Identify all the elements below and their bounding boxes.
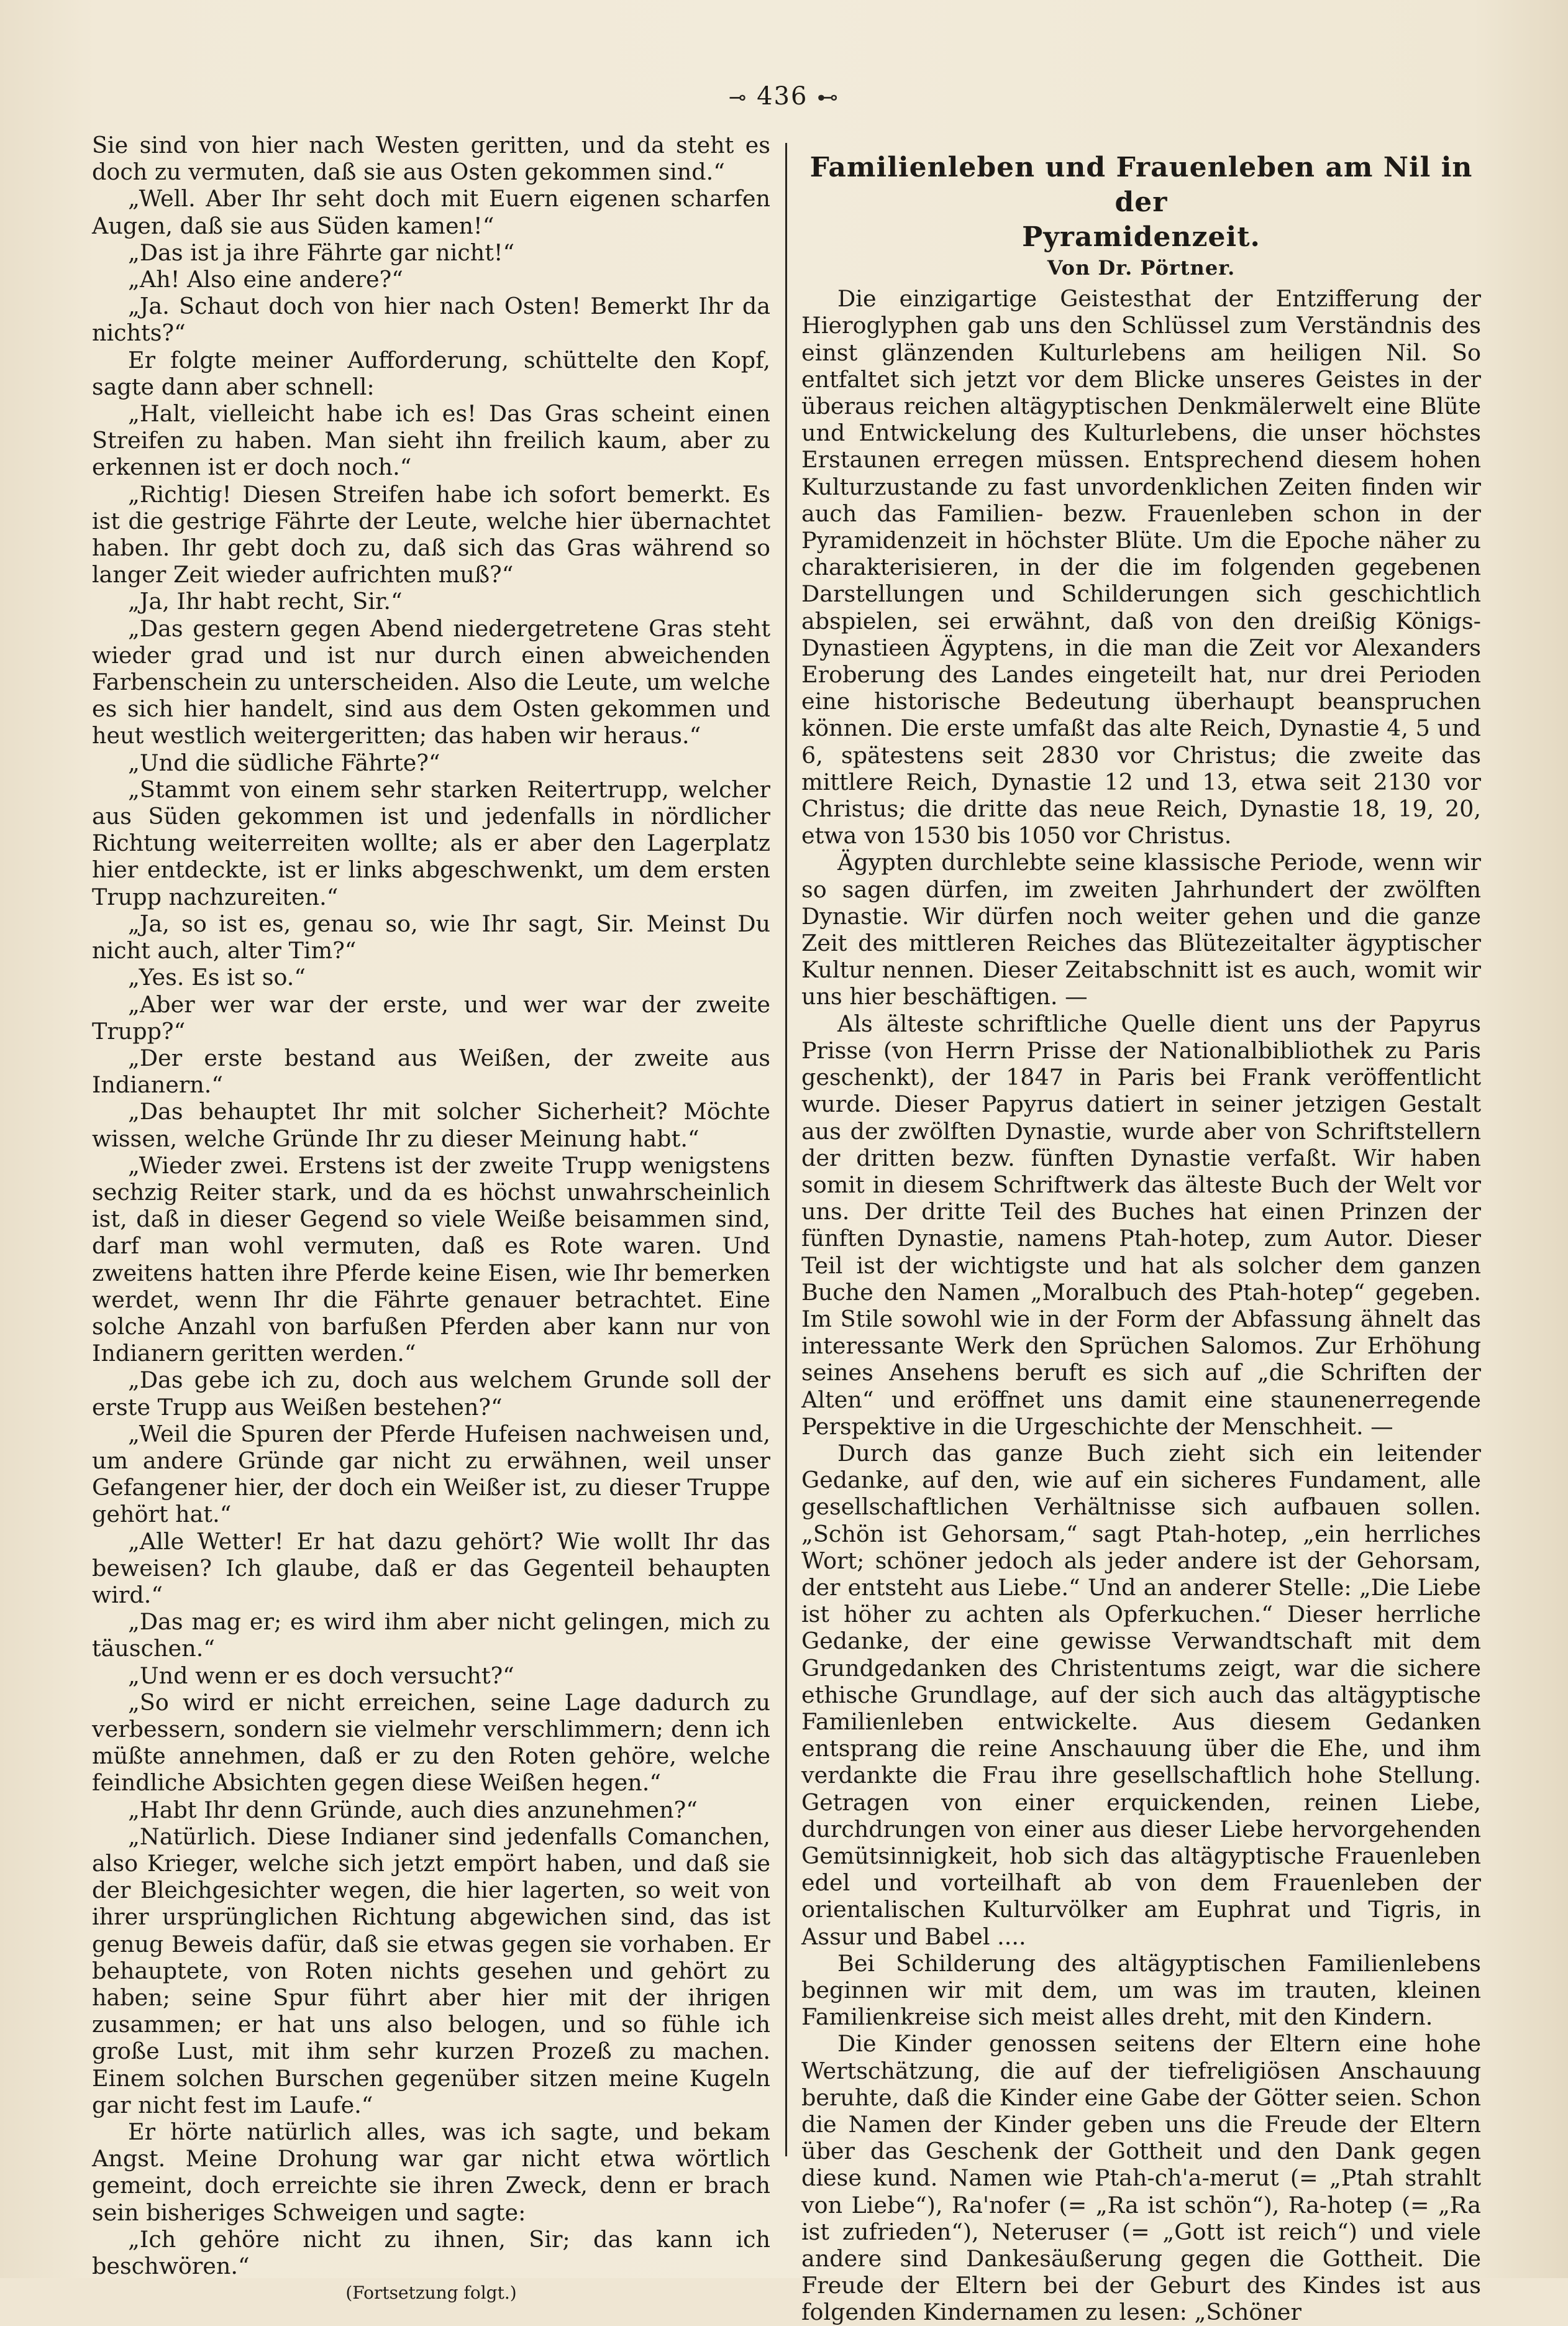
paragraph: „Das behauptet Ihr mit solcher Sicherheit? Möchte wissen, welche Gründe Ihr zu dieser Meinung habt.“ <box>92 1098 770 1152</box>
column-divider <box>785 143 787 2156</box>
paragraph: „Und die südliche Fährte?“ <box>128 749 440 776</box>
article-title <box>801 150 1481 255</box>
paragraph: „Ja, Ihr habt recht, Sir.“ <box>128 588 403 615</box>
article-byline: Von Dr. Pörtner. <box>1047 256 1236 280</box>
paragraph: „Ah! Also eine andere?“ <box>128 266 403 293</box>
page-number: 436 <box>757 82 808 111</box>
right-column <box>801 132 1481 2326</box>
paragraph: Er folgte meiner Aufforderung, schüttelte den Kopf, sagte dann aber schnell: <box>92 346 770 400</box>
ornament-left: ⊸ <box>728 85 748 110</box>
paragraph: Die Kinder genossen seitens der Eltern eine hohe Wertschätzung, die auf der tiefreligiösen Anschauung beruhte, daß die Kinder eine Gabe der Götter seien. Schon die Namen der Kinder geben uns die Freude der Eltern über das Geschenk der Gottheit und den Dank gegen diese kund. Namen wie Ptah-ch'a-merut (= „Ptah strahlt von Liebe“), Ra'nofer (= „Ra ist schön“), Ra-hotep (= „Ra ist zufrieden“), Neteruser (= „Gott ist reich“) und viele andere sind Dankesäußerung gegen die Gottheit. Die Freude der Eltern bei der Geburt des Kindes ist aus folgenden Kindernamen zu lesen: „Schöner <box>801 2030 1481 2326</box>
paragraph: Durch das ganze Buch zieht sich ein leitender Gedanke, auf den, wie auf ein sicheres Fundament, alle gesellschaftlichen Verhältnisse sich aufbauen sollen. „Schön ist Gehorsam,“ sagt Ptah-hotep, „ein herrliches Wort; schöner jedoch als jeder andere ist der Gehorsam, der entsteht aus Liebe.“ Und an anderer Stelle: „Die Liebe ist höher zu achten als Opferkuchen.“ Dieser herrliche Gedanke, der eine gewisse Verwandtschaft mit dem Grundgedanken des Christentums zeigt, war die sichere ethische Grundlage, auf der sich auch das altägyptische Familienleben entwickelte. Aus diesem Gedanken entsprang die reine Anschauung über die Ehe, und ihm verdankte die Frau ihre gesellschaftlich hohe Stellung. Getragen von einer erquickenden, reinen Liebe, durchdrungen von einer aus dieser Liebe hervorgehenden Gemütsinnigkeit, hob sich das altägyptische Frauenleben edel und vorteilhaft ab von dem Frauenleben der orientalischen Kulturvölker am Euphrat und Tigris, in Assur und Babel .... <box>801 1439 1481 1950</box>
paragraph: „Ich gehöre nicht zu ihnen, Sir; das kann ich beschwören.“ <box>92 2225 770 2280</box>
paragraph: „Halt, vielleicht habe ich es! Das Gras scheint einen Streifen zu haben. Man sieht ihn freilich kaum, aber zu erkennen ist er doch noch.“ <box>92 400 770 481</box>
paragraph: Die einzigartige Geistesthat der Entzifferung der Hieroglyphen gab uns den Schlüssel zum Verständnis des einst glänzenden Kulturlebens am heiligen Nil. So entfaltet sich jetzt vor dem Blicke unseres Geistes in der überaus reichen altägyptischen Denkmälerwelt eine Blüte und Entwickelung des Kulturlebens, die unser höchstes Erstaunen erregen müssen. Entsprechend diesem hohen Kulturzustande zu fast unvordenklichen Zeiten finden wir auch das Familien- bezw. Frauenleben schon in der Pyramidenzeit in höchster Blüte. Um die Epoche näher zu charakterisieren, in der die im folgenden gegebenen Darstellungen und Schilderungen sich geschichtlich abspielen, sei erwähnt, daß von den dreißig Königs-Dynastieen Ägyptens, in die man die Zeit vor Alexanders Eroberung des Landes eingeteilt hat, nur drei Perioden eine historische Bedeutung überhaupt beanspruchen können. Die erste umfaßt das alte Reich, Dynastie 4, 5 und 6, spätestens seit 2830 vor Christus; die zweite das mittlere Reich, Dynastie 12 und 13, etwa seit 2130 vor Christus; die dritte das neue Reich, Dynastie 18, 19, 20, etwa von 1530 bis 1050 vor Christus. <box>801 285 1481 849</box>
paragraph: „Das ist ja ihre Fährte gar nicht!“ <box>128 239 515 266</box>
paragraph: „Natürlich. Diese Indianer sind jedenfalls Comanchen, also Krieger, welche sich jetzt empört haben, und daß sie der Bleichgesichter wegen, die hier lagerten, so weit von ihrer ursprünglichen Richtung abgewichen sind, das ist genug Beweis dafür, daß sie etwas gegen sie vorhaben. Er behauptete, von Roten nichts gesehen und gehört zu haben; seine Spur führt aber hier mit der ihrigen zusammen; er hat uns also belogen, und so fühle ich große Lust, mit ihm sehr kurzen Prozeß zu machen. Einem solchen Burschen gegenüber sitzen meine Kugeln gar nicht fest im Laufe.“ <box>92 1823 770 2118</box>
article-title-line: Pyramidenzeit. <box>1022 221 1260 253</box>
paragraph: Er hörte natürlich alles, was ich sagte, und bekam Angst. Meine Drohung war gar nicht etwa wörtlich gemeint, doch erreichte sie ihren Zweck, denn er brach sein bisheriges Schweigen und sagte: <box>92 2118 770 2226</box>
paragraph: „Und wenn er es doch versucht?“ <box>128 1662 514 1689</box>
paragraph: Bei Schilderung des altägyptischen Familienlebens beginnen wir mit dem, um was im trauten, kleinen Familienkreise sich meist alles dreht, mit den Kindern. <box>801 1949 1481 2031</box>
paragraph: „Weil die Spuren der Pferde Hufeisen nachweisen und, um andere Gründe gar nicht zu erwähnen, weil unser Gefangener hier, der doch ein Weißer ist, zu dieser Truppe gehört hat.“ <box>92 1420 770 1528</box>
article-title-line: Familienleben und Frauenleben am Nil in der <box>809 152 1473 218</box>
paragraph: „Yes. Es ist so.“ <box>128 964 306 991</box>
paragraph: „Richtig! Diesen Streifen habe ich sofort bemerkt. Es ist die gestrige Fährte der Leute, welche hier übernachtet haben. Ihr gebt doch zu, daß sich das Gras während so langer Zeit wieder aufrichten muß?“ <box>92 480 770 588</box>
paragraph: „Das gebe ich zu, doch aus welchem Grunde soll der erste Trupp aus Weißen bestehen?“ <box>92 1367 770 1421</box>
paragraph: „So wird er nicht erreichen, seine Lage dadurch zu verbessern, sondern sie vielmehr verschlimmern; denn ich müßte annehmen, daß er zu den Roten gehöre, welche feindliche Absichten gegen diese Weißen hegen.“ <box>92 1688 770 1797</box>
paragraph: „Well. Aber Ihr seht doch mit Euern eigenen scharfen Augen, daß sie aus Süden kamen!“ <box>92 185 770 239</box>
paragraph: Als älteste schriftliche Quelle dient uns der Papyrus Prisse (von Herrn Prisse der Nationalbibliothek zu Paris geschenkt), der 1847 in Paris bei Frank veröffentlicht wurde. Dieser Papyrus datiert in seiner jetzigen Gestalt aus der zwölften Dynastie, wurde aber von Schriftstellern der dritten bezw. fünften Dynastie verfaßt. Wir haben somit in diesem Schriftwerk das älteste Buch der Welt vor uns. Der dritte Teil des Buches hat einen Prinzen der fünften Dynastie, namens Ptah-hotep, zum Autor. Dieser Teil ist der wichtigste und hat als solcher dem ganzen Buche den Namen „Moralbuch des Ptah-hotep“ gegeben. Im Stile sowohl wie in der Form der Abfassung ähnelt das interessante Werk den Sprüchen Salomos. Zur Erhöhung seines Ansehens beruft es sich auf „die Schriften der Alten“ und eröffnet uns damit eine staunenerregende Perspektive in die Urgeschichte der Menschheit. — <box>801 1010 1481 1440</box>
paragraph: Sie sind von hier nach Westen geritten, und da steht es doch zu vermuten, daß sie aus Osten gekommen sind.“ <box>92 132 770 186</box>
paragraph: „Aber wer war der erste, und wer war der zweite Trupp?“ <box>92 991 770 1045</box>
paragraph: „Alle Wetter! Er hat dazu gehört? Wie wollt Ihr das beweisen? Ich glaube, daß er das Gegenteil behaupten wird.“ <box>92 1527 770 1608</box>
continuation-note: (Fortsetzung folgt.) <box>345 2283 517 2304</box>
left-column <box>92 132 770 2306</box>
paragraph: „Der erste bestand aus Weißen, der zweite aus Indianern.“ <box>92 1044 770 1099</box>
paragraph: „Stammt von einem sehr starken Reitertrupp, welcher aus Süden gekommen ist und jedenfalls in nördlicher Richtung weiterreiten wollte; als er aber den Lagerplatz hier entdeckte, ist er links abgeschwenkt, um dem ersten Trupp nachzureiten.“ <box>92 776 770 910</box>
paragraph: Ägypten durchlebte seine klassische Periode, wenn wir so sagen dürfen, im zweiten Jahrhundert der zwölften Dynastie. Wir dürfen noch weiter gehen und die ganze Zeit des mittleren Reiches das Blütezeitalter ägyptischer Kultur nennen. Dieser Zeitabschnitt ist es auch, womit wir uns hier beschäftigen. — <box>801 849 1481 1010</box>
ornament-right: ⊷ <box>817 85 840 110</box>
paragraph: „Das mag er; es wird ihm aber nicht gelingen, mich zu täuschen.“ <box>92 1608 770 1662</box>
paragraph: „Habt Ihr denn Gründe, auch dies anzunehmen?“ <box>128 1796 698 1823</box>
paragraph: „Ja. Schaut doch von hier nach Osten! Bemerkt Ihr da nichts?“ <box>92 293 770 347</box>
page-header <box>0 82 1568 111</box>
paragraph: „Das gestern gegen Abend niedergetretene Gras steht wieder grad und ist nur durch einen abweichenden Farbenschein zu unterscheiden. Also die Leute, um welche es sich hier handelt, sind aus dem Osten gekommen und heut westlich weitergeritten; das haben wir heraus.“ <box>92 615 770 749</box>
paragraph: „Wieder zwei. Erstens ist der zweite Trupp wenigstens sechzig Reiter stark, und da es höchst unwahrscheinlich ist, daß in dieser Gegend so viele Weiße beisammen sind, darf man wohl vermuten, daß es Rote waren. Und zweitens hatten ihre Pferde keine Eisen, wie Ihr bemerken werdet, wenn Ihr die Fährte genauer betrachtet. Eine solche Anzahl von barfußen Pferden aber kann nur von Indianern geritten werden.“ <box>92 1152 770 1367</box>
paragraph: „Ja, so ist es, genau so, wie Ihr sagt, Sir. Meinst Du nicht auch, alter Tim?“ <box>92 910 770 964</box>
